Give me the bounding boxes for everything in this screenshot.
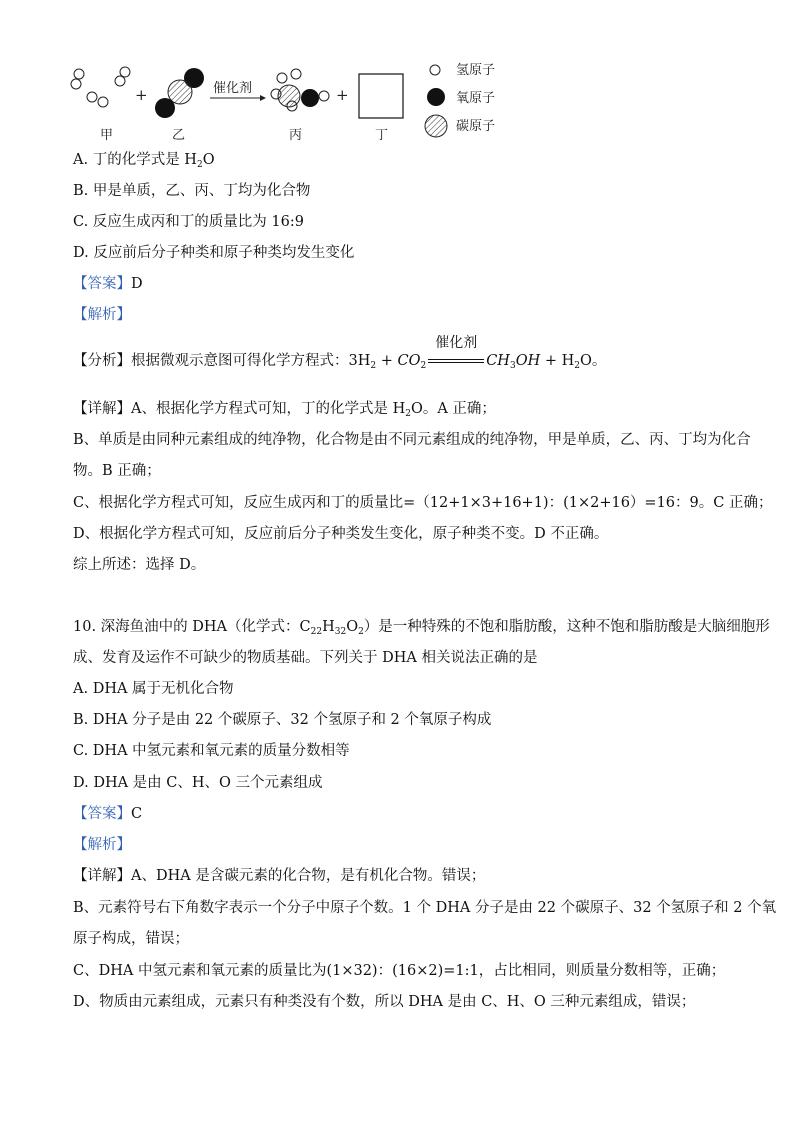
- q9-detail-b-line1: B、单质是由同种元素组成的纯净物，化合物是由不同元素组成的纯净物，甲是单质，乙、丙、丁均为化合: [73, 432, 751, 448]
- h2-molecule-2: [87, 92, 108, 107]
- catalyst-label: 催化剂: [213, 81, 253, 96]
- q10-detail-b-line2: 原子构成，错误；: [73, 931, 189, 947]
- legend-carbon: 碳原子: [456, 119, 496, 134]
- q9-detail-a: 【详解】A、根据化学方程式可知，丁的化学式是 $H_2O$。A 正确；: [73, 401, 496, 419]
- label-yi: 乙: [172, 128, 186, 143]
- h2-molecule-1: [71, 69, 84, 89]
- q10-stem-line1: 10. 深海鱼油中的 DHA（化学式：$C_{22}H_{32}O_2$）是一种特殊的不饱和脂肪酸，这种不饱和脂肪酸是大脑细胞形: [73, 619, 770, 637]
- q10-detail-c: C、DHA 中氢元素和氧元素的质量比为(1×32)：(16×2)=1:1，占比相同，则质量分数相等，正确；: [73, 963, 726, 979]
- q9-analysis-heading: 【解析】: [73, 307, 131, 323]
- q10-answer: 【答案】C: [73, 806, 143, 822]
- q10-option-d: D. DHA 是由 C、H、O 三个元素组成: [73, 775, 323, 791]
- unknown-product-box: [359, 74, 403, 118]
- q10-detail-a: 【详解】A、DHA 是含碳元素的化合物，是有机化合物。错误；: [73, 868, 486, 884]
- q10-detail-d: D、物质由元素组成，元素只有种类没有个数，所以 DHA 是由 C、H、O 三种元素组成，错误；: [73, 994, 696, 1010]
- plus-sign-2: +: [336, 86, 349, 104]
- h2-molecule-3: [115, 67, 130, 86]
- q10-option-c: C. DHA 中氢元素和氧元素的质量分数相等: [73, 743, 350, 759]
- q9-detail-c: C、根据化学方程式可知，反应生成丙和丁的质量比=（12+1×3+16+1)：(1×2+16）=16：9。C 正确；: [73, 495, 773, 511]
- q9-option-c: C. 反应生成丙和丁的质量比为 16:9: [73, 214, 304, 230]
- q10-analysis-heading: 【解析】: [73, 837, 131, 853]
- reaction-diagram: [70, 60, 540, 146]
- legend: [425, 63, 495, 137]
- q10-detail-b-line1: B、元素符号右下角数字表示一个分子中原子个数。1 个 DHA 分子是由 22 个碳原子、32 个氢原子和 2 个氧: [73, 900, 777, 916]
- q9-equation-line: 【分析】根据微观示意图可得化学方程式：$3H_2 + CO_2$ 催化剂 $CH_3OH + H_2O$。: [73, 335, 607, 371]
- q10-option-b: B. DHA 分子是由 22 个碳原子、32 个氢原子和 2 个氧原子构成: [73, 712, 492, 728]
- q9-summary: 综上所述：选择 D。: [73, 557, 206, 573]
- legend-oxygen: 氧原子: [456, 91, 496, 106]
- ch3oh-molecule: [271, 69, 329, 111]
- q9-option-d: D. 反应前后分子种类和原子种类均发生变化: [73, 245, 355, 261]
- catalyst-equals-sign: 催化剂: [426, 351, 486, 371]
- q9-option-a: A. 丁的化学式是 $H_2O$: [73, 152, 215, 170]
- q10-option-a: A. DHA 属于无机化合物: [73, 681, 234, 697]
- q10-stem-line2: 成、发育及运作不可缺少的物质基础。下列关于 DHA 相关说法正确的是: [73, 650, 538, 666]
- label-jia: 甲: [100, 128, 114, 143]
- q9-answer: 【答案】D: [73, 276, 143, 292]
- q9-detail-b-line2: 物。B 正确；: [73, 463, 161, 479]
- plus-sign-1: +: [135, 86, 148, 104]
- legend-hydrogen: 氢原子: [456, 63, 496, 78]
- co2-molecule: [155, 68, 204, 118]
- q9-detail-d: D、根据化学方程式可知，反应前后分子种类发生变化，原子种类不变。D 不正确。: [73, 526, 609, 542]
- label-bing: 丙: [289, 128, 303, 143]
- label-ding: 丁: [375, 128, 389, 143]
- q9-option-b: B. 甲是单质，乙、丙、丁均为化合物: [73, 183, 311, 199]
